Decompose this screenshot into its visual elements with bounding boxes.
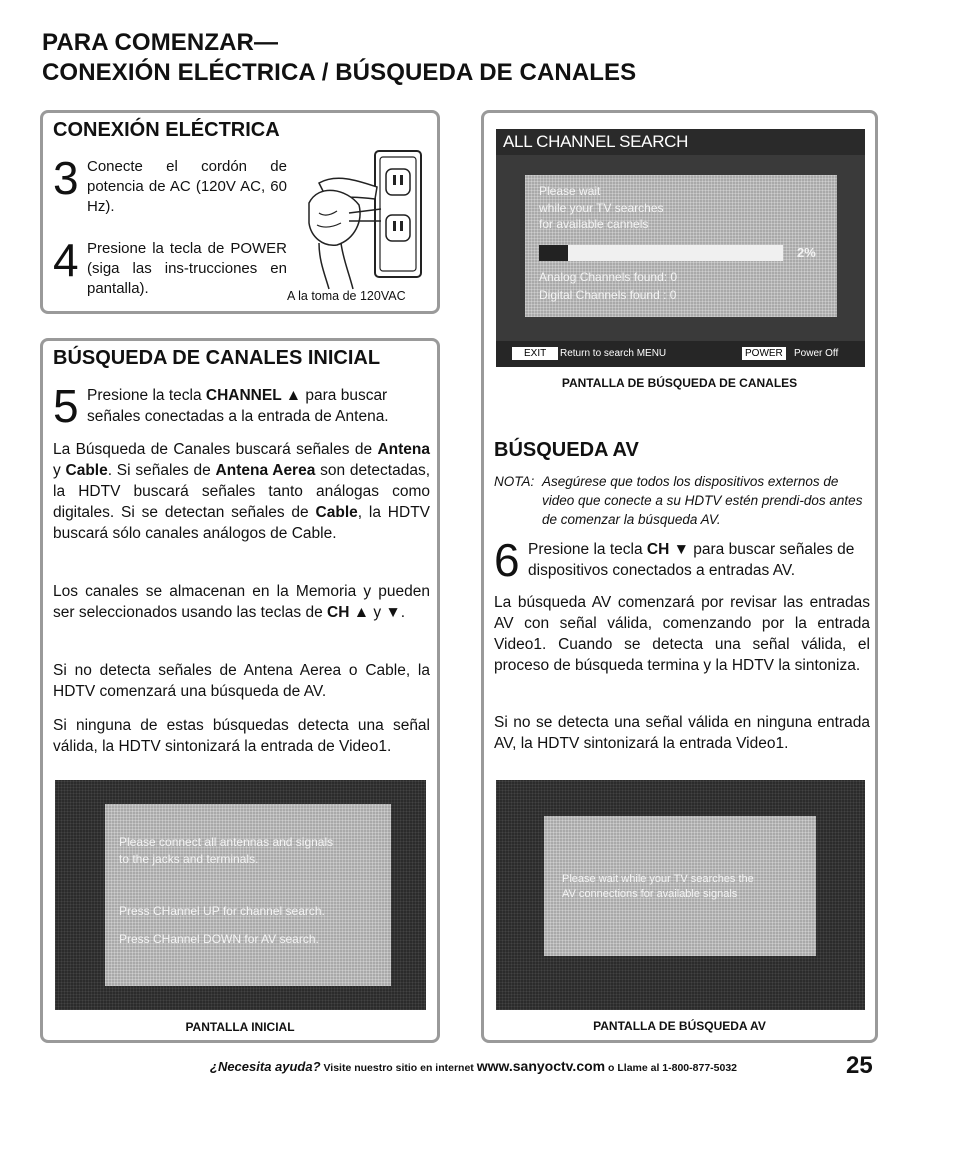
para2-c: y ▼. <box>369 604 406 621</box>
search-progress-fill <box>539 245 568 261</box>
av-note-text: Asegúrese que todos los dispositivos externos de video que conecte a su HDTV estén prendi-dos antes de comenzar la búsqueda AV. <box>542 474 863 527</box>
wait-line1: Please wait <box>539 184 601 198</box>
wait-line2: while your TV searches <box>539 201 664 215</box>
initial-screen-line4: Press CHannel DOWN for AV search. <box>119 932 319 946</box>
av-note <box>494 472 872 529</box>
av-note-label: NOTA: <box>494 474 535 489</box>
channel-search-screen <box>496 129 865 367</box>
page-title-line2: CONEXIÓN ELÉCTRICA / BÚSQUEDA DE CANALES <box>42 59 637 86</box>
para1-a: La Búsqueda de Canales buscará señales de <box>53 441 378 458</box>
para1-h: Cable <box>315 504 358 521</box>
wall-outlet-illustration <box>289 143 439 293</box>
step-5-text-b: para buscar señales conectadas a la entrada de Antena. <box>87 387 389 425</box>
step-5-text <box>87 385 431 427</box>
page-title-line1: PARA COMENZAR— <box>42 29 279 56</box>
conexion-electrica-panel <box>40 110 440 314</box>
step-5-number: 5 <box>53 380 79 432</box>
step-6-text-a: Presione la tecla <box>528 541 647 558</box>
busqueda-inicial-heading: BÚSQUEDA DE CANALES INICIAL <box>53 347 381 369</box>
digital-channels-found: Digital Channels found : 0 <box>539 288 677 302</box>
busqueda-inicial-para2 <box>53 581 430 623</box>
page-number: 25 <box>846 1052 873 1079</box>
step-5-text-a: Presione la tecla <box>87 387 206 404</box>
footer-url[interactable]: www.sanyoctv.com <box>476 1058 606 1074</box>
busqueda-inicial-para3: Si no detecta señales de Antena Aerea o Cable, la HDTV comenzará una búsqueda de AV. <box>53 662 430 700</box>
channel-search-title: ALL CHANNEL SEARCH <box>503 132 689 151</box>
channel-search-footer <box>496 341 865 367</box>
outlet-caption: A la toma de 120VAC <box>287 289 406 303</box>
initial-screen-line2: to the jacks and terminals. <box>119 852 259 866</box>
exit-key: EXIT <box>512 347 558 360</box>
exit-key-text: Return to search MENU <box>560 348 667 359</box>
footer <box>210 1058 737 1074</box>
busqueda-inicial-para1 <box>53 439 430 544</box>
step-6-number: 6 <box>494 534 520 586</box>
av-screen-line1: Please wait while your TV searches the <box>562 873 754 885</box>
step-6-text-b: para buscar señales de dispositivos conectados a entradas AV. <box>528 541 855 579</box>
av-search-screen <box>496 780 865 1010</box>
footer-call: o Llame al 1-800-877-5032 <box>605 1062 738 1074</box>
initial-screen-caption: PANTALLA INICIAL <box>185 1020 295 1034</box>
busqueda-av-para1: La búsqueda AV comenzará por revisar las entradas AV con señal válida, comenzando por la entrada Video1. Cuando se detecta una señal válida, el proceso de búsqueda termina y la HDTV la sintoniza. <box>494 594 870 674</box>
initial-screen-line1: Please connect all antennas and signals <box>119 835 334 849</box>
para2-a: Los canales se almacenan en la Memoria y pueden ser seleccionados usando las teclas de <box>53 583 430 621</box>
step-3-number: 3 <box>53 152 79 204</box>
busqueda-av-heading: BÚSQUEDA AV <box>494 439 639 461</box>
av-search-dialog <box>544 816 816 956</box>
av-screen-line2: AV connections for available signals <box>562 888 738 900</box>
search-progress-bar <box>539 245 783 261</box>
para1-b: Antena <box>377 441 430 458</box>
page-title <box>42 28 636 88</box>
initial-screen-dialog <box>105 804 391 986</box>
search-progress-label: 2% <box>797 245 816 260</box>
para1-d: Cable <box>65 462 108 479</box>
para1-i: , la HDTV buscará sólo canales análogos de Cable. <box>53 504 431 542</box>
initial-screen-line3: Press CHannel UP for channel search. <box>119 904 325 918</box>
busqueda-inicial-para4: Si ninguna de estas búsquedas detecta una señal válida, la HDTV sintonizará la entrada de Video1. <box>53 717 430 755</box>
step-6-text-bold: CH ▼ <box>646 541 689 558</box>
step-6-text <box>528 539 872 581</box>
busqueda-inicial-panel <box>40 338 440 1043</box>
para1-g: son detectadas, la HDTV buscará señales tanto análogas como digitales. Si se detectan señales de <box>53 462 430 521</box>
channel-search-dialog <box>525 175 837 317</box>
busqueda-av-para2: Si no se detecta una señal válida en ninguna entrada AV, la HDTV sintonizará la entrada Video1. <box>494 714 870 752</box>
initial-screen <box>55 780 426 1010</box>
right-panel <box>481 110 878 1043</box>
channel-search-header <box>496 129 865 155</box>
para1-c: y <box>53 462 66 479</box>
av-search-caption: PANTALLA DE BÚSQUEDA AV <box>593 1019 766 1033</box>
power-key: POWER <box>742 347 786 360</box>
footer-visit: Visite nuestro sitio en internet <box>320 1062 477 1074</box>
step-5-text-bold: CHANNEL ▲ <box>205 387 302 404</box>
channel-search-caption: PANTALLA DE BÚSQUEDA DE CANALES <box>561 376 798 390</box>
analog-channels-found: Analog Channels found: 0 <box>539 270 678 284</box>
footer-help: ¿Necesita ayuda? <box>210 1059 321 1074</box>
step-3-text: Conecte el cordón de potencia de AC (120V AC, 60 Hz). <box>87 158 287 215</box>
step-4-number: 4 <box>53 234 79 286</box>
power-key-text: Power Off <box>794 348 839 359</box>
para2-b: CH ▲ <box>327 604 370 621</box>
step-4-text: Presione la tecla de POWER (siga las ins-trucciones en pantalla). <box>87 240 287 297</box>
conexion-heading: CONEXIÓN ELÉCTRICA <box>53 119 280 141</box>
para1-f: Antena Aerea <box>215 462 316 479</box>
para1-e: . Si señales de <box>107 462 216 479</box>
wait-line3: for available cannels <box>539 217 649 231</box>
